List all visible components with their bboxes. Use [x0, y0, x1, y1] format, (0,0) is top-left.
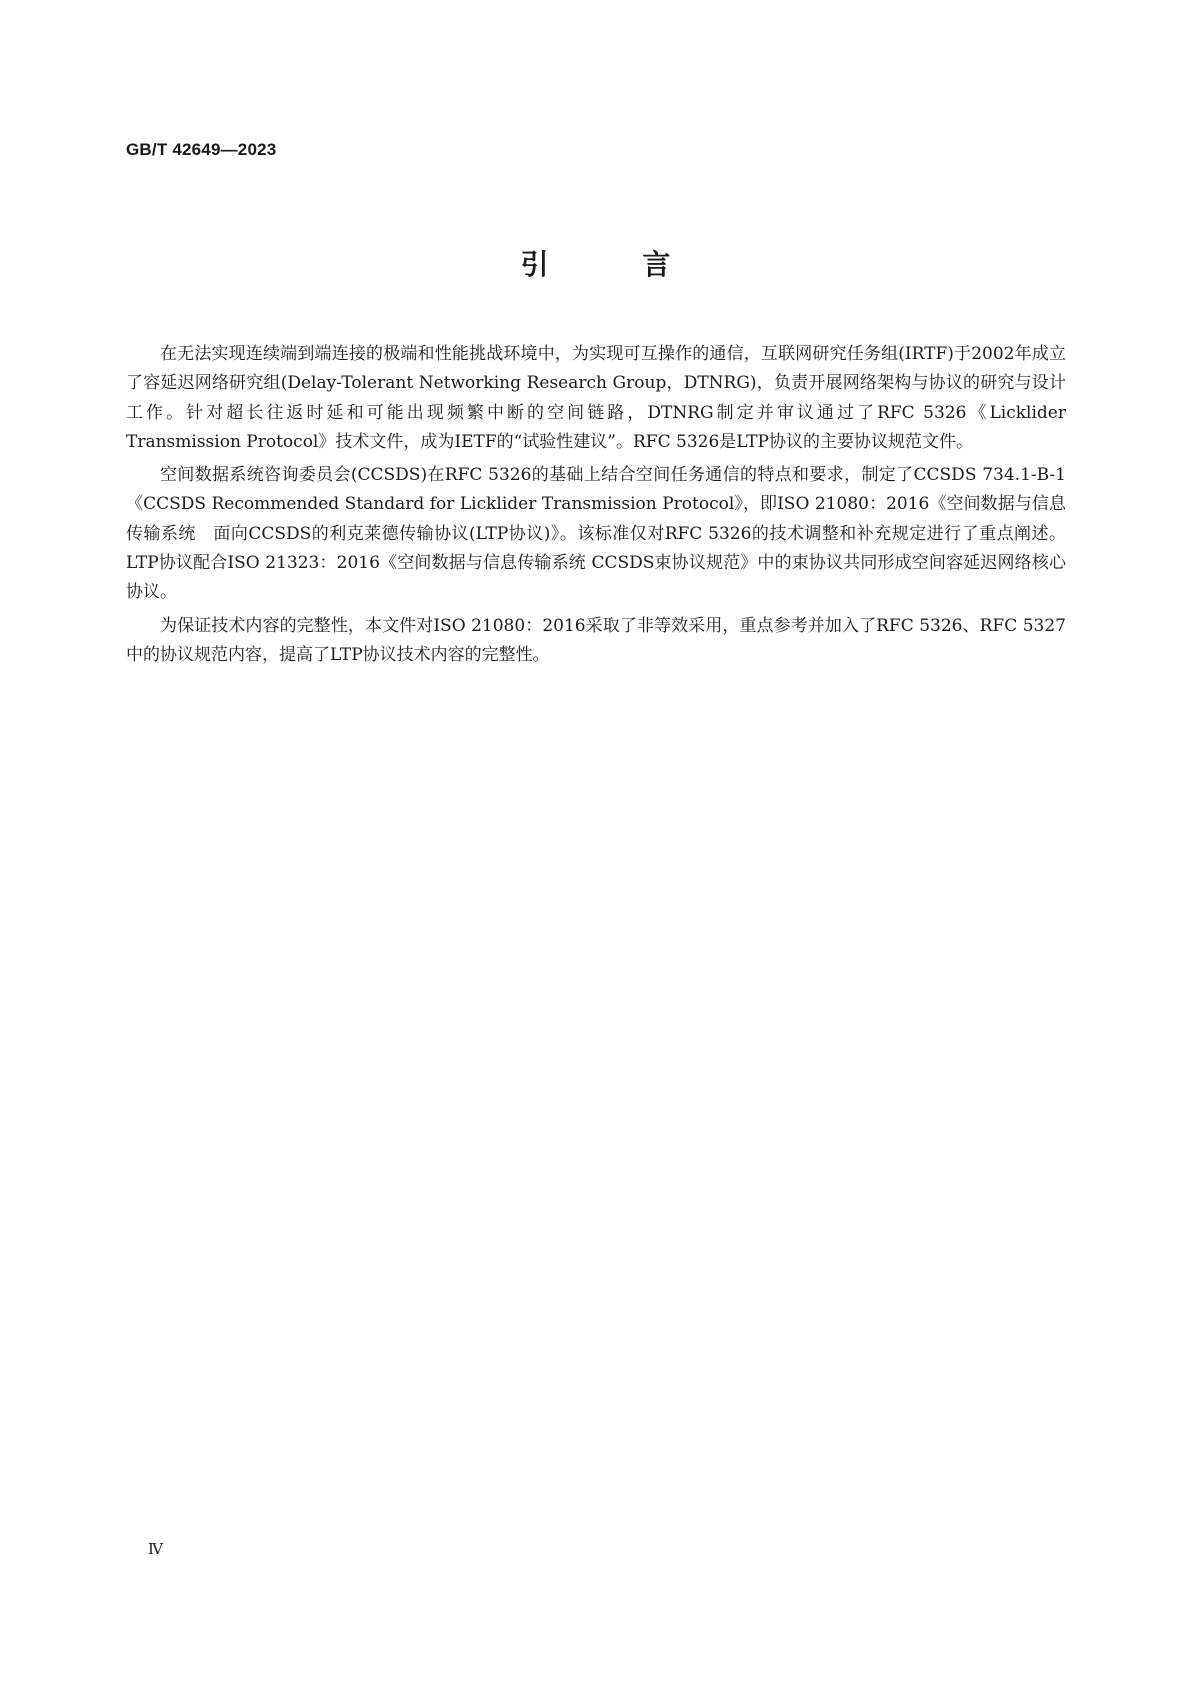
document-code: GB/T 42649—2023 [126, 140, 277, 159]
paragraph-3: 为保证技术内容的完整性，本文件对ISO 21080：2016采取了非等效采用，重点参考并加入了RFC 5326、RFC 5327中的协议规范内容，提高了LTP协议技术内容的完整性。 [126, 615, 1066, 665]
paragraph-1: 在无法实现连续端到端连接的极端和性能挑战环境中，为实现可互操作的通信，互联网研究任务组(IRTF)于2002年成立了容延迟网络研究组(Delay-Tolerant Networking Research Group，DTNRG)，负责开展网络架构与协议的研究与设计工作。针对超长往返时延和可能出现频繁中断的空间链路，DTNRG制定并审议通过了RFC 5326《Licklider Transmission Protocol》技术文件，成为IETF的“试验性建议”。RFC 5326是LTP协议的主要协议规范文件。 [126, 344, 1066, 452]
page-title: 引 言 [520, 248, 713, 281]
body-text [126, 340, 1066, 674]
paragraph-2: 空间数据系统咨询委员会(CCSDS)在RFC 5326的基础上结合空间任务通信的特点和要求，制定了CCSDS 734.1-B-1《CCSDS Recommended Standard for Licklider Transmission Protocol》，即ISO 21080：2016《空间数据与信息传输系统 面向CCSDS的利克莱德传输协议(LTP协议)》。该标准仅对RFC 5326的技术调整和补充规定进行了重点阐述。LTP协议配合ISO 21323：2016《空间数据与信息传输系统 CCSDS束协议规范》中的束协议共同形成空间容延迟网络核心协议。 [126, 465, 1066, 603]
page-number: Ⅳ [148, 1540, 163, 1558]
